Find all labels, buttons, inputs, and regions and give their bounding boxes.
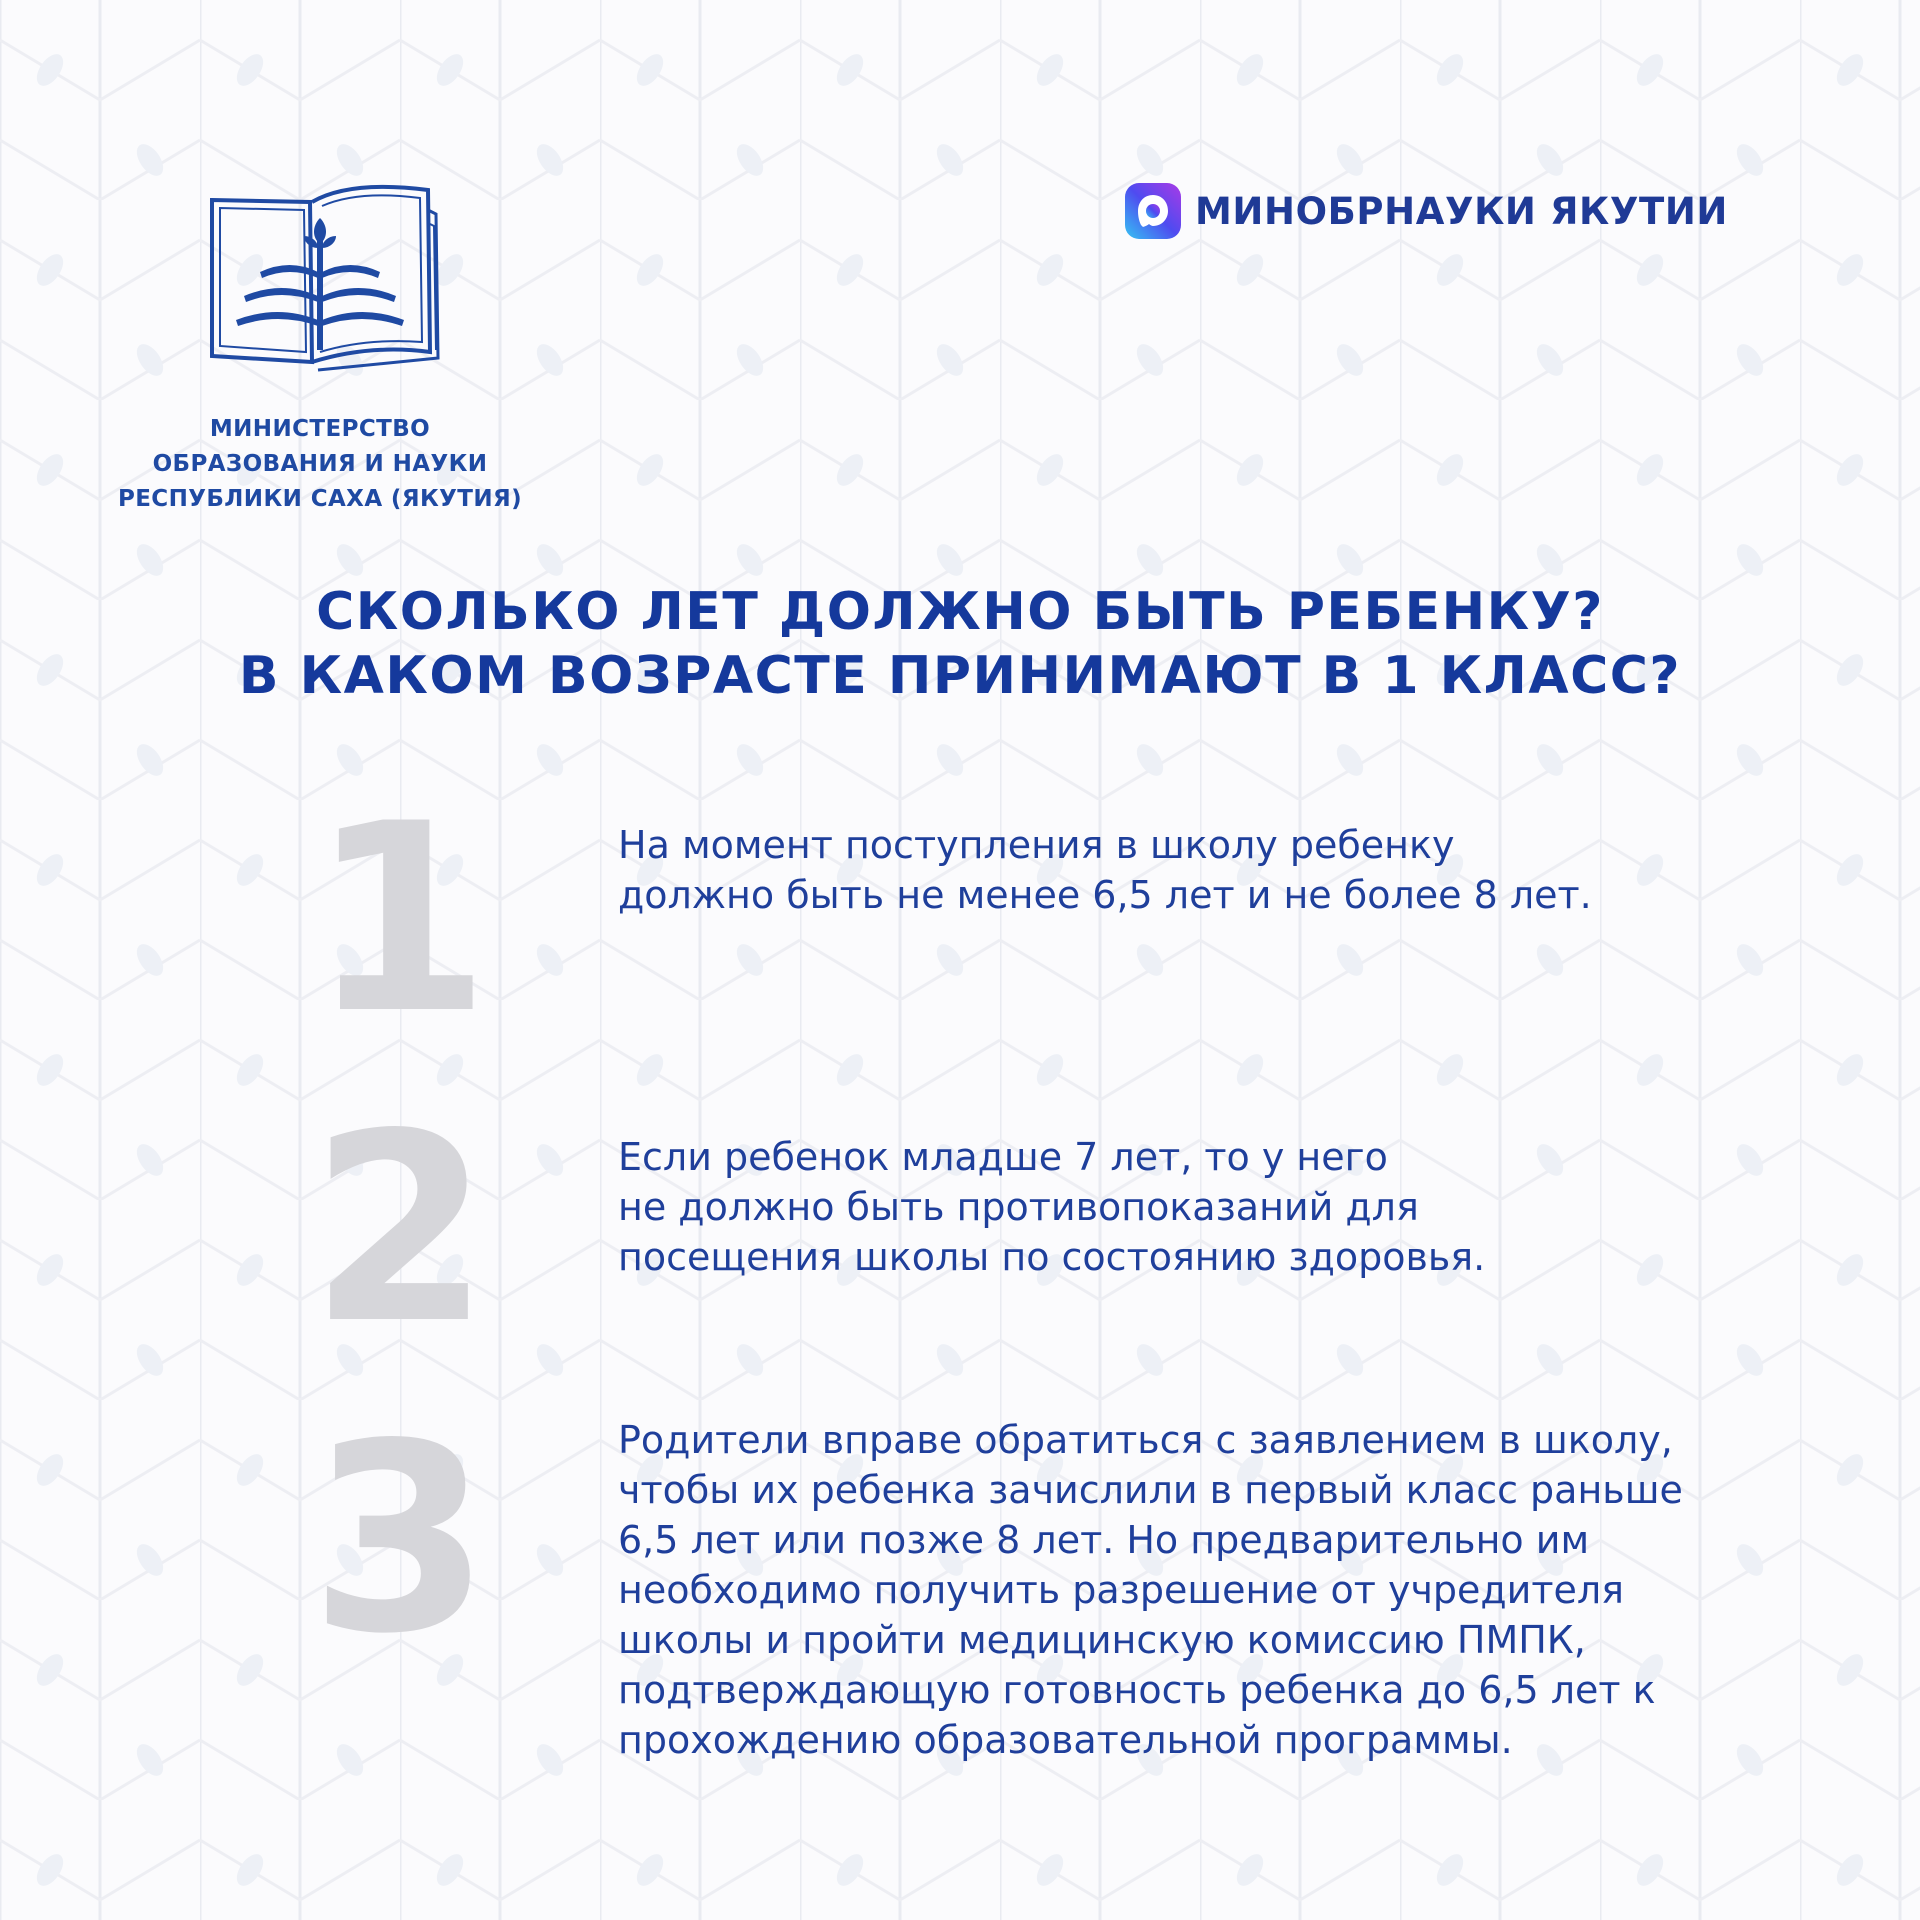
ministry-name-line: РЕСПУБЛИКИ САХА (ЯКУТИЯ)	[117, 486, 523, 512]
step-text	[618, 1132, 1818, 1282]
ministry-name-line: МИНИСТЕРСТВО	[209, 416, 431, 442]
page-title	[0, 580, 1920, 708]
step-text-line: необходимо получить разрешение от учредителя	[618, 1568, 1625, 1612]
step-text	[618, 1415, 1818, 1765]
ministry-logo	[95, 180, 545, 517]
step-text-line: прохождению образовательной программы.	[618, 1718, 1513, 1762]
step-text-line: не должно быть противопоказаний для	[618, 1185, 1419, 1229]
step-text-line: чтобы их ребенка зачислили в первый класс раньше	[618, 1468, 1683, 1512]
step-number: 2	[309, 1079, 491, 1381]
title-line-2: В КАКОМ ВОЗРАСТЕ ПРИНИМАЮТ В 1 КЛАСС?	[238, 646, 1682, 706]
step-number: 3	[309, 1389, 491, 1691]
step-text	[618, 820, 1818, 920]
step-text-line: Родители вправе обратиться с заявлением в школу,	[618, 1418, 1673, 1462]
step-text-line: должно быть не менее 6,5 лет и не более 8 лет.	[618, 873, 1592, 917]
step-text-line: На момент поступления в школу ребенку	[618, 823, 1455, 867]
step-text-line: посещения школы по состоянию здоровья.	[618, 1235, 1486, 1279]
title-line-1: СКОЛЬКО ЛЕТ ДОЛЖНО БЫТЬ РЕБЕНКУ?	[316, 582, 1604, 642]
step-text-line: школы и пройти медицинскую комиссию ПМПК,	[618, 1618, 1586, 1662]
open-book-tree-icon	[200, 180, 440, 380]
max-messenger-icon	[1125, 183, 1181, 239]
ministry-name	[95, 412, 545, 517]
step-text-line: Если ребенок младше 7 лет, то у него	[618, 1135, 1388, 1179]
channel-badge	[1125, 183, 1728, 239]
channel-name: МИНОБРНАУКИ ЯКУТИИ	[1195, 189, 1728, 233]
step-text-line: 6,5 лет или позже 8 лет. Но предварительно им	[618, 1518, 1590, 1562]
step-text-line: подтверждающую готовность ребенка до 6,5 лет к	[618, 1668, 1656, 1712]
step-number: 1	[309, 769, 491, 1071]
ministry-name-line: ОБРАЗОВАНИЯ И НАУКИ	[152, 451, 488, 477]
